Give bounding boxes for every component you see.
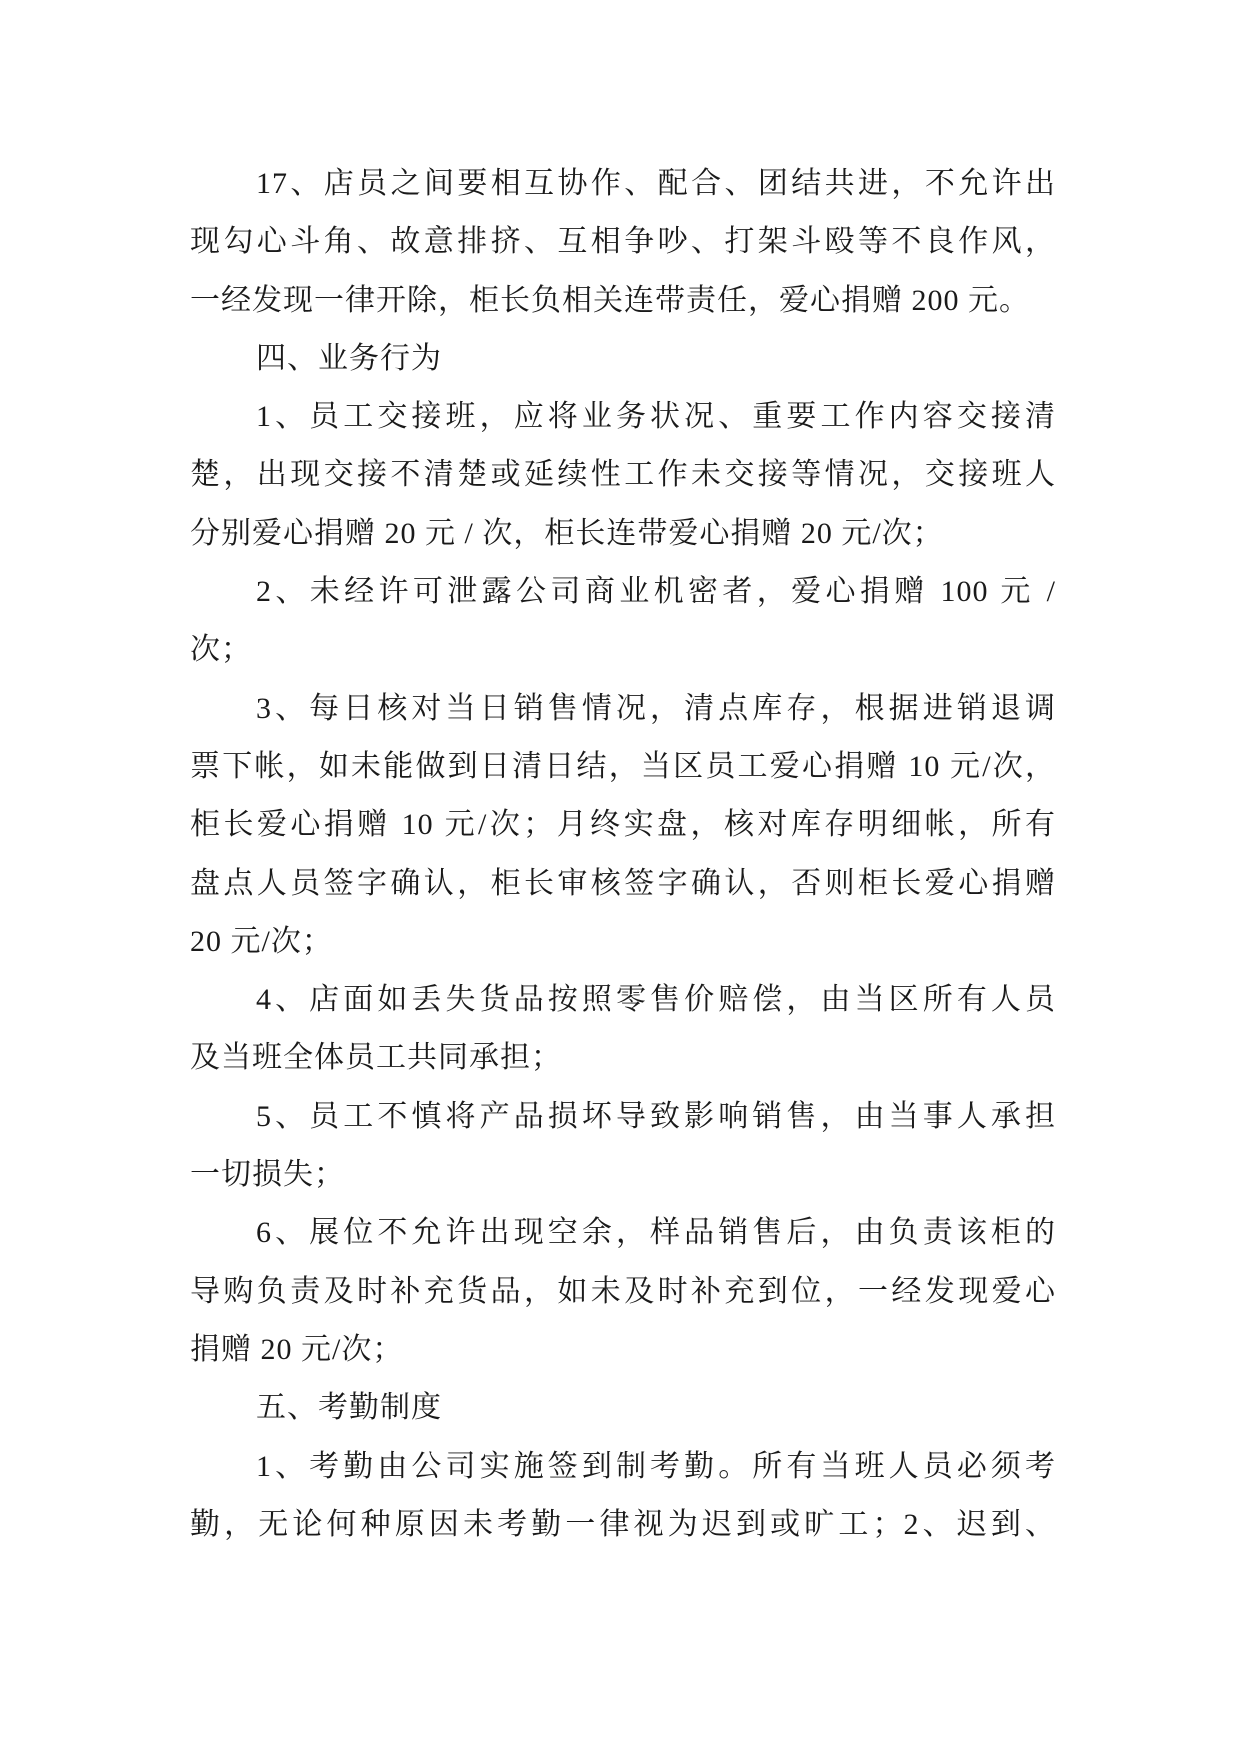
text-line: 次；	[190, 633, 252, 667]
paragraph	[190, 971, 1056, 1088]
paragraph	[190, 330, 1056, 388]
text-line: 1、员工交接班，应将业务状况、重要工作内容交接清	[256, 400, 1056, 434]
text-line: 5、员工不慎将产品损坏导致影响销售，由当事人承担	[256, 1099, 1056, 1133]
text-line: 五、考勤制度	[256, 1391, 442, 1425]
paragraph	[190, 563, 1056, 680]
text-line: 一切损失；	[190, 1158, 345, 1192]
paragraph	[190, 1379, 1056, 1437]
paragraph	[190, 680, 1056, 971]
text-line: 柜长爱心捐赠 10 元/次；月终实盘，核对库存明细帐，所有	[190, 808, 1056, 842]
text-line: 盘点人员签字确认，柜长审核签字确认，否则柜长爱心捐赠	[190, 866, 1056, 900]
paragraph	[190, 1204, 1056, 1379]
text-line: 2、未经许可泄露公司商业机密者，爱心捐赠 100 元 /	[256, 575, 1056, 609]
text-line: 3、每日核对当日销售情况，清点库存，根据进销退调	[256, 691, 1056, 725]
text-line: 及当班全体员工共同承担；	[190, 1041, 562, 1075]
paragraph	[190, 1438, 1056, 1555]
text-line: 分别爱心捐赠 20 元 / 次，柜长连带爱心捐赠 20 元/次；	[190, 516, 944, 550]
text-line: 楚，出现交接不清楚或延续性工作未交接等情况，交接班人	[190, 458, 1056, 492]
text-line: 票下帐，如未能做到日清日结，当区员工爱心捐赠 10 元/次，	[190, 749, 1056, 783]
paragraph	[190, 1088, 1056, 1205]
text-line: 1、考勤由公司实施签到制考勤。所有当班人员必须考	[256, 1449, 1056, 1483]
text-line: 导购负责及时补充货品，如未及时补充到位，一经发现爱心	[190, 1274, 1056, 1308]
text-line: 捐赠 20 元/次；	[190, 1332, 404, 1366]
text-line: 4、店面如丢失货品按照零售价赔偿，由当区所有人员	[256, 983, 1056, 1017]
text-line: 现勾心斗角、故意排挤、互相争吵、打架斗殴等不良作风，	[190, 225, 1056, 259]
document-body	[190, 155, 1056, 1554]
text-line: 四、业务行为	[256, 341, 442, 375]
text-line: 17、店员之间要相互协作、配合、团结共进，不允许出	[256, 167, 1056, 200]
text-line: 20 元/次；	[190, 924, 333, 958]
paragraph	[190, 155, 1056, 330]
text-line: 一经发现一律开除，柜长负相关连带责任，爱心捐赠 200 元。	[190, 283, 1030, 317]
paragraph	[190, 388, 1056, 563]
text-line: 6、展位不允许出现空余，样品销售后，由负责该柜的	[256, 1216, 1056, 1250]
text-line: 勤，无论何种原因未考勤一律视为迟到或旷工；2、迟到、	[190, 1507, 1056, 1541]
